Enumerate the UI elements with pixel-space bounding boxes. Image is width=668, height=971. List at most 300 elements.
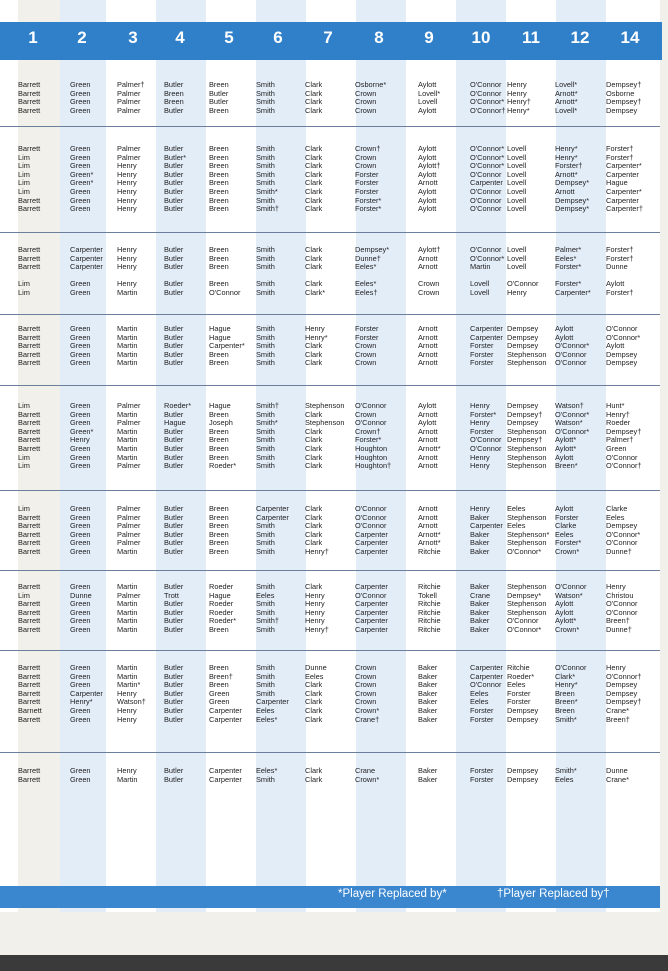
lineup-cell: Aylott	[606, 341, 625, 351]
lineup-cell: Smith	[256, 358, 275, 368]
lineup-cell: Clark*	[305, 288, 326, 297]
lineup-cell: Henry	[117, 262, 137, 272]
lineup-cell: Crane	[355, 766, 376, 775]
lineup-cell: O'Connor	[606, 452, 638, 462]
lineup-cell: Green	[70, 452, 91, 462]
lineup-cell: Forster*	[470, 409, 497, 419]
lineup-cell: Green	[70, 714, 91, 724]
lineup-cell: Butler	[164, 332, 184, 342]
lineup-cell: Palmer†	[117, 80, 145, 89]
lineup-cell: Crown*	[555, 547, 580, 556]
lineup-cell: Crown	[355, 152, 377, 162]
lineup-cell: Green	[70, 324, 91, 333]
lineup-cell: Crown*	[355, 774, 380, 784]
lineup-cell: Clark	[305, 680, 323, 690]
lineup-cell: Dempsey†	[606, 426, 642, 436]
lineup-cell: Lim	[18, 504, 30, 513]
lineup-cell: Forster	[470, 714, 494, 724]
lineup-cell: Smith	[256, 599, 275, 609]
lineup-cell: Clark	[305, 409, 323, 419]
lineup-cell: Baker	[418, 663, 438, 672]
lineup-cell: Carpenter	[355, 616, 388, 626]
lineup-cell: O'Connor	[470, 80, 502, 89]
lineup-cell: Breen	[209, 105, 229, 115]
group-separator	[0, 650, 660, 651]
lineup-cell: Breen	[209, 521, 229, 531]
lineup-cell: Green	[70, 547, 91, 556]
lineup-cell: Martin	[117, 607, 138, 617]
lineup-cell: Crown	[355, 358, 377, 368]
lineup-cell: O'Connor	[355, 401, 387, 410]
lineup-cell: Barrett	[18, 426, 41, 436]
lineup-cell: Butler	[164, 461, 184, 471]
lineup-cell: Barrett	[18, 245, 41, 254]
lineup-cell: Clark	[305, 504, 323, 513]
group-separator	[0, 752, 660, 753]
lineup-cell: Henry	[470, 461, 490, 471]
lineup-cell: Green	[70, 512, 91, 522]
lineup-cell: Roeder	[606, 418, 631, 428]
lineup-cell: Baker	[418, 766, 438, 775]
lineup-cell: Smith	[256, 253, 275, 263]
lineup-cell: Butler	[164, 529, 184, 539]
lineup-cell: Lovell	[507, 178, 527, 188]
lineup-cell: Henry	[507, 88, 527, 98]
lineup-cell: Butler	[164, 187, 184, 196]
lineup-cell: Butler	[164, 426, 184, 436]
lineup-cell: Dempsey†	[507, 435, 543, 445]
lineup-cell: Butler	[209, 97, 229, 107]
lineup-cell: Smith	[256, 529, 275, 539]
lineup-cell: Green	[70, 616, 91, 626]
lineup-cell: Crown†	[355, 426, 381, 436]
lineup-cell: Barrett	[18, 512, 41, 522]
lineup-cell: Palmer	[117, 521, 141, 531]
lineup-cell: Barrett	[18, 253, 41, 263]
lineup-cell: Forster	[470, 358, 494, 368]
lineup-cell: Barrett	[18, 324, 41, 333]
lineup-cell: Barrett	[18, 680, 41, 690]
column-stripe	[0, 0, 18, 912]
lineup-cell: Arnott	[418, 426, 438, 436]
lineup-cell: Watson†	[117, 697, 146, 707]
lineup-cell: O'Connor	[555, 582, 587, 591]
lineup-cell: Lovell	[507, 187, 527, 196]
lineup-cell: Butler	[164, 349, 184, 359]
lineup-cell: Green	[70, 349, 91, 359]
lineup-cell: O'Connor	[507, 279, 539, 289]
lineup-cell: Carpenter*	[606, 161, 642, 171]
lineup-cell: Breen*	[555, 697, 578, 707]
lineup-cell: Dempsey	[507, 714, 539, 724]
lineup-cell: Stephenson	[507, 582, 547, 591]
lineup-cell: Christou	[606, 590, 634, 600]
lineup-cell: Eeles	[507, 521, 526, 531]
lineup-cell: Green*	[70, 178, 94, 188]
lineup-cell: Henry	[117, 245, 137, 254]
lineup-cell: Martin	[117, 324, 138, 333]
group-separator	[0, 385, 660, 386]
lineup-cell: Clarke	[555, 521, 577, 531]
lineup-cell: Green	[70, 358, 91, 368]
lineup-cell: Henry	[70, 435, 90, 445]
lineup-cell: Clark	[305, 152, 323, 162]
lineup-cell: Green	[70, 599, 91, 609]
lineup-cell: Butler	[164, 766, 184, 775]
lineup-cell: Hague	[209, 590, 231, 600]
lineup-cell: Breen	[209, 680, 229, 690]
lineup-cell: Martin	[117, 663, 138, 672]
lineup-cell: Roeder	[209, 582, 234, 591]
lineup-cell: Butler	[164, 245, 184, 254]
lineup-cell: Green	[70, 401, 91, 410]
lineup-cell: Butler	[164, 204, 184, 214]
lineup-cell: Martin	[117, 444, 138, 453]
lineup-cell: Aylott*	[555, 616, 577, 626]
lineup-cell: Butler	[164, 105, 184, 115]
lineup-cell: Lovell	[507, 195, 527, 205]
lineup-cell: Henry	[117, 766, 137, 775]
lineup-cell: Eeles*	[355, 262, 377, 272]
lineup-cell: Henry	[606, 582, 626, 591]
lineup-cell: Clark	[305, 714, 323, 724]
lineup-cell: Forster	[470, 766, 494, 775]
lineup-cell: Stephenson	[305, 418, 345, 428]
lineup-cell: O'Connor	[355, 504, 387, 513]
lineup-cell: Baker	[418, 706, 438, 715]
lineup-cell: O'Connor	[355, 418, 387, 428]
lineup-cell: Butler	[164, 774, 184, 784]
lineup-cell: Eeles	[555, 529, 574, 539]
lineup-cell: Butler	[164, 444, 184, 453]
lineup-cell: Clark	[305, 444, 323, 453]
lineup-cell: Green	[70, 582, 91, 591]
lineup-cell: Green	[70, 663, 91, 672]
lineup-cell: Dempsey	[606, 521, 638, 531]
lineup-cell: Barrett	[18, 105, 41, 115]
lineup-cell: O'Connor	[606, 599, 638, 609]
lineup-cell: Aylott	[418, 105, 437, 115]
lineup-cell: Aylott	[418, 187, 437, 196]
lineup-cell: Crown*	[355, 706, 380, 715]
lineup-cell: Butler	[164, 341, 184, 351]
lineup-cell: Green	[70, 88, 91, 98]
lineup-cell: Roeder	[209, 607, 234, 617]
lineup-cell: Baker	[470, 582, 490, 591]
lineup-cell: Henry†	[305, 547, 329, 556]
lineup-cell: Henry*	[555, 152, 578, 162]
lineup-cell: Butler	[164, 324, 184, 333]
lineup-cell: Roeder	[209, 599, 234, 609]
lineup-cell: Smith	[256, 607, 275, 617]
lineup-cell: Stephenson	[507, 599, 547, 609]
lineup-cell: Dempsey*	[507, 590, 542, 600]
lineup-cell: Breen	[209, 435, 229, 445]
lineup-cell: Smith*	[256, 187, 278, 196]
lineup-cell: Butler	[164, 409, 184, 419]
lineup-cell: Henry	[117, 714, 137, 724]
lineup-cell: Crown†	[355, 144, 381, 153]
lineup-cell: Clark	[305, 538, 323, 548]
lineup-cell: O'Connor*	[507, 625, 542, 634]
lineup-cell: Breen†	[606, 714, 630, 724]
lineup-cell: Lim	[18, 178, 30, 188]
lineup-cell: Carpenter	[70, 245, 103, 254]
lineup-cell: Breen	[209, 187, 229, 196]
lineup-cell: Clark	[305, 435, 323, 445]
lineup-cell: Green	[70, 521, 91, 531]
lineup-cell: Smith	[256, 671, 275, 681]
lineup-cell: Aylott	[555, 599, 574, 609]
lineup-cell: Butler	[164, 663, 184, 672]
lineup-cell: Lovell*	[555, 105, 578, 115]
lineup-cell: Barrett	[18, 625, 41, 634]
lineup-cell: Forster*	[555, 279, 582, 289]
lineup-cell: Carpenter	[70, 253, 103, 263]
lineup-cell: Eeles	[256, 706, 275, 715]
lineup-cell: Clarke	[606, 504, 628, 513]
lineup-cell: Breen	[209, 452, 229, 462]
lineup-cell: Aylott	[418, 144, 437, 153]
lineup-cell: Palmer	[117, 88, 141, 98]
lineup-cell: Dempsey	[507, 324, 539, 333]
lineup-cell: Watson*	[555, 590, 583, 600]
lineup-cell: Crown	[355, 697, 377, 707]
lineup-cell: Roeder*	[209, 616, 237, 626]
lineup-cell: Carpenter*	[209, 341, 245, 351]
lineup-cell: Clark	[305, 358, 323, 368]
lineup-cell: O'Connor	[555, 358, 587, 368]
lineup-cell: Carpenter	[470, 324, 503, 333]
lineup-cell: O'Connor*	[470, 144, 505, 153]
lineup-cell: Clark	[305, 341, 323, 351]
lineup-cell: Forster*	[355, 435, 382, 445]
lineup-cell: O'Connor*	[606, 529, 641, 539]
lineup-cell: Carpenter	[470, 671, 503, 681]
column-number: 10	[471, 28, 491, 47]
lineup-cell: Crown	[355, 680, 377, 690]
lineup-cell: Smith	[256, 97, 275, 107]
lineup-cell: Green	[606, 444, 627, 453]
lineup-cell: Henry	[507, 80, 527, 89]
lineup-cell: Baker	[470, 529, 490, 539]
group-separator	[0, 570, 660, 571]
lineup-cell: Butler	[164, 547, 184, 556]
lineup-cell: Eeles*	[555, 253, 577, 263]
lineup-cell: Clark	[305, 766, 323, 775]
lineup-cell: O'Connor	[555, 349, 587, 359]
lineup-cell: Forster	[355, 324, 379, 333]
lineup-cell: Barrett	[18, 697, 41, 707]
lineup-cell: Butler	[164, 512, 184, 522]
lineup-cell: Trott	[164, 590, 179, 600]
lineup-cell: Arnott	[418, 409, 438, 419]
lineup-cell: Baker	[470, 616, 490, 626]
lineup-cell: Palmer	[117, 105, 141, 115]
lineup-cell: Butler	[164, 279, 184, 289]
bottom-edge	[0, 955, 668, 971]
lineup-cell: Butler	[164, 671, 184, 681]
lineup-cell: Aylott	[555, 452, 574, 462]
lineup-cell: Henry	[117, 253, 137, 263]
lineup-cell: Butler	[164, 538, 184, 548]
lineup-cell: Breen	[164, 88, 184, 98]
lineup-cell: Barrett	[18, 529, 41, 539]
lineup-cell: O'Connor	[470, 169, 502, 179]
lineup-cell: Crown	[355, 341, 377, 351]
lineup-cell: Clark	[305, 452, 323, 462]
lineup-cell: Clark*	[555, 671, 576, 681]
lineup-cell: Smith	[256, 538, 275, 548]
lineup-cell: Dempsey	[507, 332, 539, 342]
lineup-cell: Forster†	[606, 144, 634, 153]
lineup-cell: O'Connor*	[555, 426, 590, 436]
lineup-cell: Henry	[470, 418, 490, 428]
lineup-cell: Dempsey†	[606, 97, 642, 107]
lineup-cell: Breen	[209, 663, 229, 672]
lineup-cell: Green	[70, 332, 91, 342]
lineup-cell: Forster	[470, 774, 494, 784]
lineup-cell: Stephenson*	[507, 529, 550, 539]
lineup-cell: Breen	[209, 80, 229, 89]
lineup-cell: Carpenter	[256, 512, 289, 522]
lineup-cell: Clark	[305, 178, 323, 188]
lineup-cell: Breen	[209, 349, 229, 359]
column-number: 4	[175, 28, 185, 47]
lineup-cell: Martin	[117, 288, 138, 297]
lineup-cell: Stephenson	[507, 444, 547, 453]
lineup-cell: Breen	[209, 358, 229, 368]
lineup-cell: Crane*	[606, 706, 630, 715]
lineup-cell: Butler	[164, 504, 184, 513]
lineup-cell: Crown	[355, 161, 377, 171]
lineup-cell: Stephenson	[507, 512, 547, 522]
lineup-cell: Henry	[117, 161, 137, 171]
lineup-cell: Lim	[18, 169, 30, 179]
lineup-cell: Crane*	[606, 774, 630, 784]
lineup-cell: Barrett	[18, 262, 41, 272]
lineup-cell: Breen	[209, 538, 229, 548]
lineup-cell: Lovell	[507, 262, 527, 272]
lineup-cell: Eeles*	[256, 766, 278, 775]
lineup-cell: Lovell	[470, 279, 490, 289]
lineup-cell: Baker	[470, 625, 490, 634]
lineup-cell: Green	[70, 444, 91, 453]
lineup-cell: Barrett	[18, 582, 41, 591]
lineup-cell: Aylott	[418, 169, 437, 179]
lineup-cell: Dunne	[305, 663, 327, 672]
lineup-cell: Barrett	[18, 358, 41, 368]
lineup-cell: Smith	[256, 288, 275, 297]
lineup-cell: Carpenter*	[555, 288, 591, 297]
lineup-cell: Clark	[305, 512, 323, 522]
lineup-cell: Martin	[117, 452, 138, 462]
lineup-cell: Breen	[555, 688, 575, 698]
lineup-cell: Smith	[256, 178, 275, 188]
lineup-cell: Carpenter	[209, 706, 242, 715]
lineup-cell: Breen	[209, 178, 229, 188]
lineup-cell: Arnott	[418, 435, 438, 445]
lineup-cell: O'Connor*	[470, 152, 505, 162]
lineup-cell: Butler	[164, 616, 184, 626]
lineup-cell: Barrett	[18, 444, 41, 453]
lineup-cell: Smith	[256, 452, 275, 462]
lineup-cell: Lim	[18, 187, 30, 196]
lineup-cell: Smith	[256, 547, 275, 556]
lineup-cell: Arnott	[418, 253, 438, 263]
lineup-cell: O'Connor	[470, 187, 502, 196]
lineup-cell: Breen	[209, 245, 229, 254]
lineup-cell: Barrett	[18, 144, 41, 153]
lineup-cell: Clark	[305, 80, 323, 89]
lineup-cell: Martin	[117, 582, 138, 591]
lineup-cell: Clark	[305, 187, 323, 196]
lineup-cell: Palmer	[117, 401, 141, 410]
lineup-cell: Henry†	[507, 97, 531, 107]
lineup-cell: Henry*	[555, 144, 578, 153]
lineup-cell: Forster†	[555, 161, 583, 171]
lineup-cell: Smith	[256, 409, 275, 419]
lineup-cell: Green	[70, 105, 91, 115]
lineup-cell: Carpenter	[355, 599, 388, 609]
lineup-cell: Breen†	[606, 616, 630, 626]
lineup-cell: Forster	[355, 178, 379, 188]
lineup-cell: Carpenter	[470, 521, 503, 531]
lineup-cell: Dempsey	[507, 774, 539, 784]
lineup-cell: Green	[70, 152, 91, 162]
lineup-cell: Carpenter†	[606, 204, 643, 214]
lineup-cell: Smith	[256, 279, 275, 289]
lineup-cell: Forster*	[555, 538, 582, 548]
lineup-cell: Arnott	[418, 512, 438, 522]
column-number: 2	[77, 28, 87, 47]
lineup-cell: Henry†	[305, 625, 329, 634]
lineup-cell: Lovell	[507, 144, 527, 153]
lineup-cell: Butler	[164, 714, 184, 724]
lineup-cell: Green	[70, 461, 91, 471]
lineup-cell: Dunne†	[606, 625, 632, 634]
lineup-cell: Smith	[256, 161, 275, 171]
lineup-cell: Houghton	[355, 444, 388, 453]
lineup-cell: Eeles	[305, 671, 324, 681]
lineup-cell: Arnott*	[418, 538, 441, 548]
lineup-cell: Baker	[470, 538, 490, 548]
lineup-cell: Eeles†	[355, 288, 378, 297]
lineup-cell: Stephenson	[507, 349, 547, 359]
lineup-cell: Eeles	[470, 697, 489, 707]
lineup-cell: Green	[70, 706, 91, 715]
lineup-cell: Smith	[256, 169, 275, 179]
lineup-cell: Martin	[117, 426, 138, 436]
lineup-cell: Smith†	[256, 204, 280, 214]
column-number: 3	[128, 28, 138, 47]
lineup-cell: Forster	[470, 341, 494, 351]
lineup-cell: Butler*	[164, 152, 187, 162]
lineup-cell: Smith	[256, 426, 275, 436]
lineup-cell: Crown	[355, 688, 377, 698]
lineup-cell: Lovell	[507, 152, 527, 162]
lineup-cell: Breen	[209, 512, 229, 522]
lineup-cell: Smith	[256, 324, 275, 333]
lineup-cell: Clark	[305, 245, 323, 254]
lineup-cell: Henry	[470, 504, 490, 513]
lineup-cell: O'Connor*	[507, 547, 542, 556]
lineup-cell: Carpenter*	[606, 187, 642, 196]
lineup-cell: Hague	[606, 178, 628, 188]
lineup-cell: Lim	[18, 461, 30, 471]
lineup-cell: Lovell*	[555, 80, 578, 89]
lineup-cell: Barrett	[18, 80, 41, 89]
